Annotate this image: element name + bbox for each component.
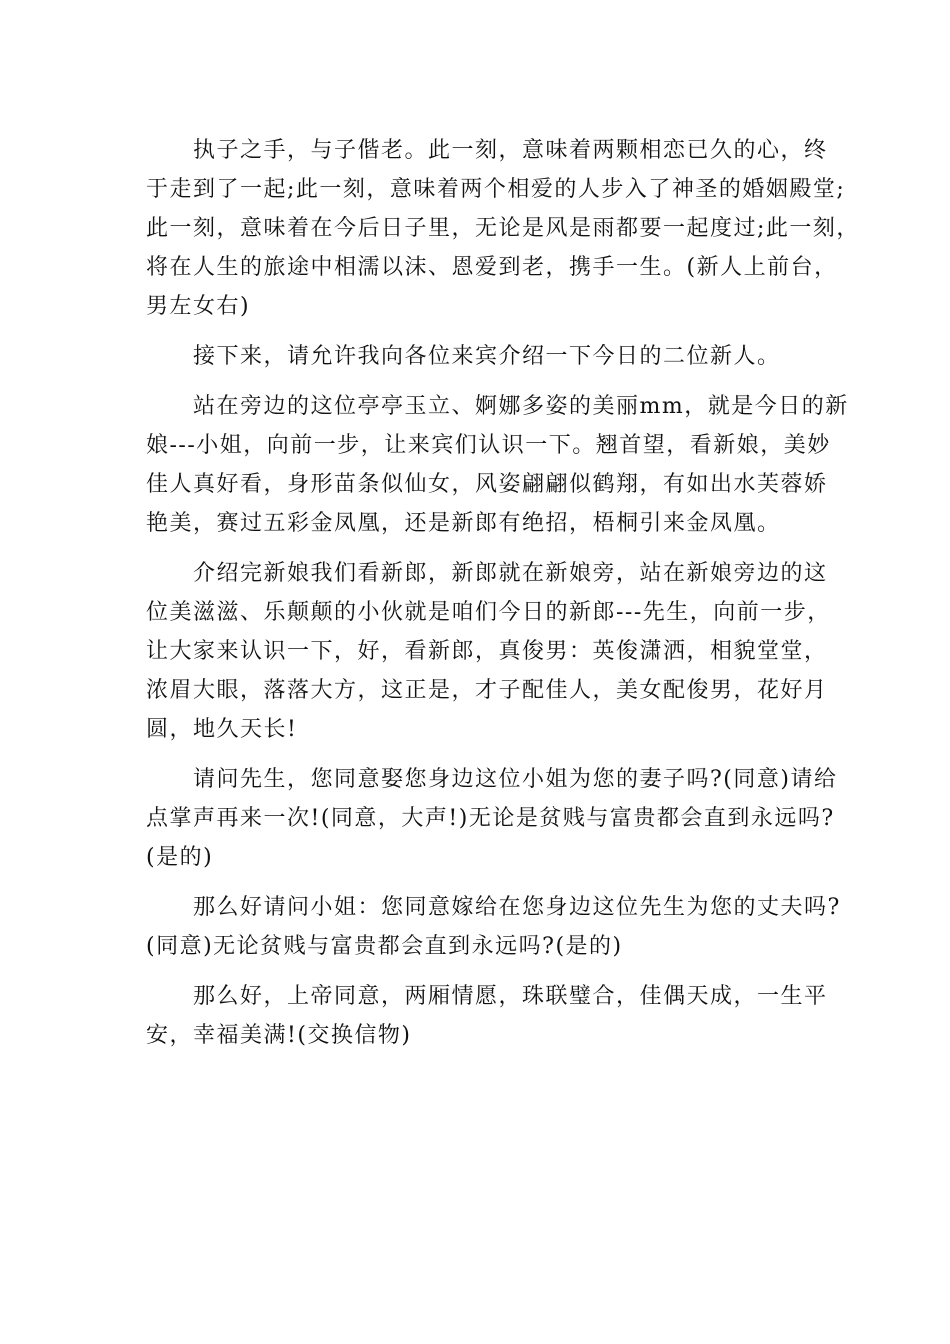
text-line: 于走到了一起;此一刻，意味着两个相爱的人步入了神圣的婚姻殿堂; bbox=[146, 177, 846, 202]
text-line: 点掌声再来一次!(同意，大声!)无论是贫贱与富贵都会直到永远吗? bbox=[146, 806, 835, 831]
text-line: 让大家来认识一下，好，看新郎，真俊男：英俊潇洒，相貌堂堂， bbox=[146, 639, 828, 664]
paragraph-exchange-tokens bbox=[146, 977, 828, 1055]
text-line: 佳人真好看，身形苗条似仙女，风姿翩翩似鹤翔，有如出水芙蓉娇 bbox=[146, 472, 828, 497]
text-line: 浓眉大眼，落落大方，这正是，才子配佳人，美女配俊男，花好月 bbox=[146, 678, 828, 703]
text-line: 站在旁边的这位亭亭玉立、婀娜多姿的美丽mm，就是今日的新 bbox=[146, 394, 849, 419]
text-line: 位美滋滋、乐颠颠的小伙就是咱们今日的新郎---先生，向前一步， bbox=[146, 600, 831, 625]
text-line: 男左女右) bbox=[146, 294, 251, 319]
text-line: 艳美，赛过五彩金凤凰，还是新郎有绝招，梧桐引来金凤凰。 bbox=[146, 511, 781, 536]
text-line: 此一刻，意味着在今后日子里，无论是风是雨都要一起度过;此一刻， bbox=[146, 216, 860, 241]
text-line: 娘---小姐，向前一步，让来宾们认识一下。翘首望，看新娘，美妙 bbox=[146, 433, 831, 458]
text-line: (同意)无论贫贱与富贵都会直到永远吗?(是的) bbox=[146, 934, 623, 959]
text-line: 那么好请问小姐：您同意嫁给在您身边这位先生为您的丈夫吗? bbox=[146, 895, 841, 920]
paragraph-bride bbox=[146, 387, 849, 543]
text-line: 安，幸福美满!(交换信物) bbox=[146, 1023, 412, 1048]
paragraph-ask-groom bbox=[146, 760, 838, 877]
text-line: (是的) bbox=[146, 845, 214, 870]
paragraph-vows-intro bbox=[146, 131, 860, 326]
text-line: 请问先生，您同意娶您身边这位小姐为您的妻子吗?(同意)请给 bbox=[146, 767, 838, 792]
document-body bbox=[146, 131, 860, 1066]
text-line: 接下来，请允许我向各位来宾介绍一下今日的二位新人。 bbox=[146, 344, 781, 369]
text-line: 介绍完新娘我们看新郎，新郎就在新娘旁，站在新娘旁边的这 bbox=[146, 561, 828, 586]
text-line: 圆，地久天长! bbox=[146, 717, 298, 742]
text-line: 那么好，上帝同意，两厢情愿，珠联璧合，佳偶天成，一生平 bbox=[146, 984, 828, 1009]
paragraph-ask-bride bbox=[146, 888, 841, 966]
text-line: 执子之手，与子偕老。此一刻，意味着两颗相恋已久的心，终 bbox=[146, 138, 828, 163]
paragraph-introduce-couple bbox=[146, 337, 822, 376]
paragraph-groom bbox=[146, 554, 831, 749]
text-line: 将在人生的旅途中相濡以沫、恩爱到老，携手一生。(新人上前台， bbox=[146, 255, 838, 280]
